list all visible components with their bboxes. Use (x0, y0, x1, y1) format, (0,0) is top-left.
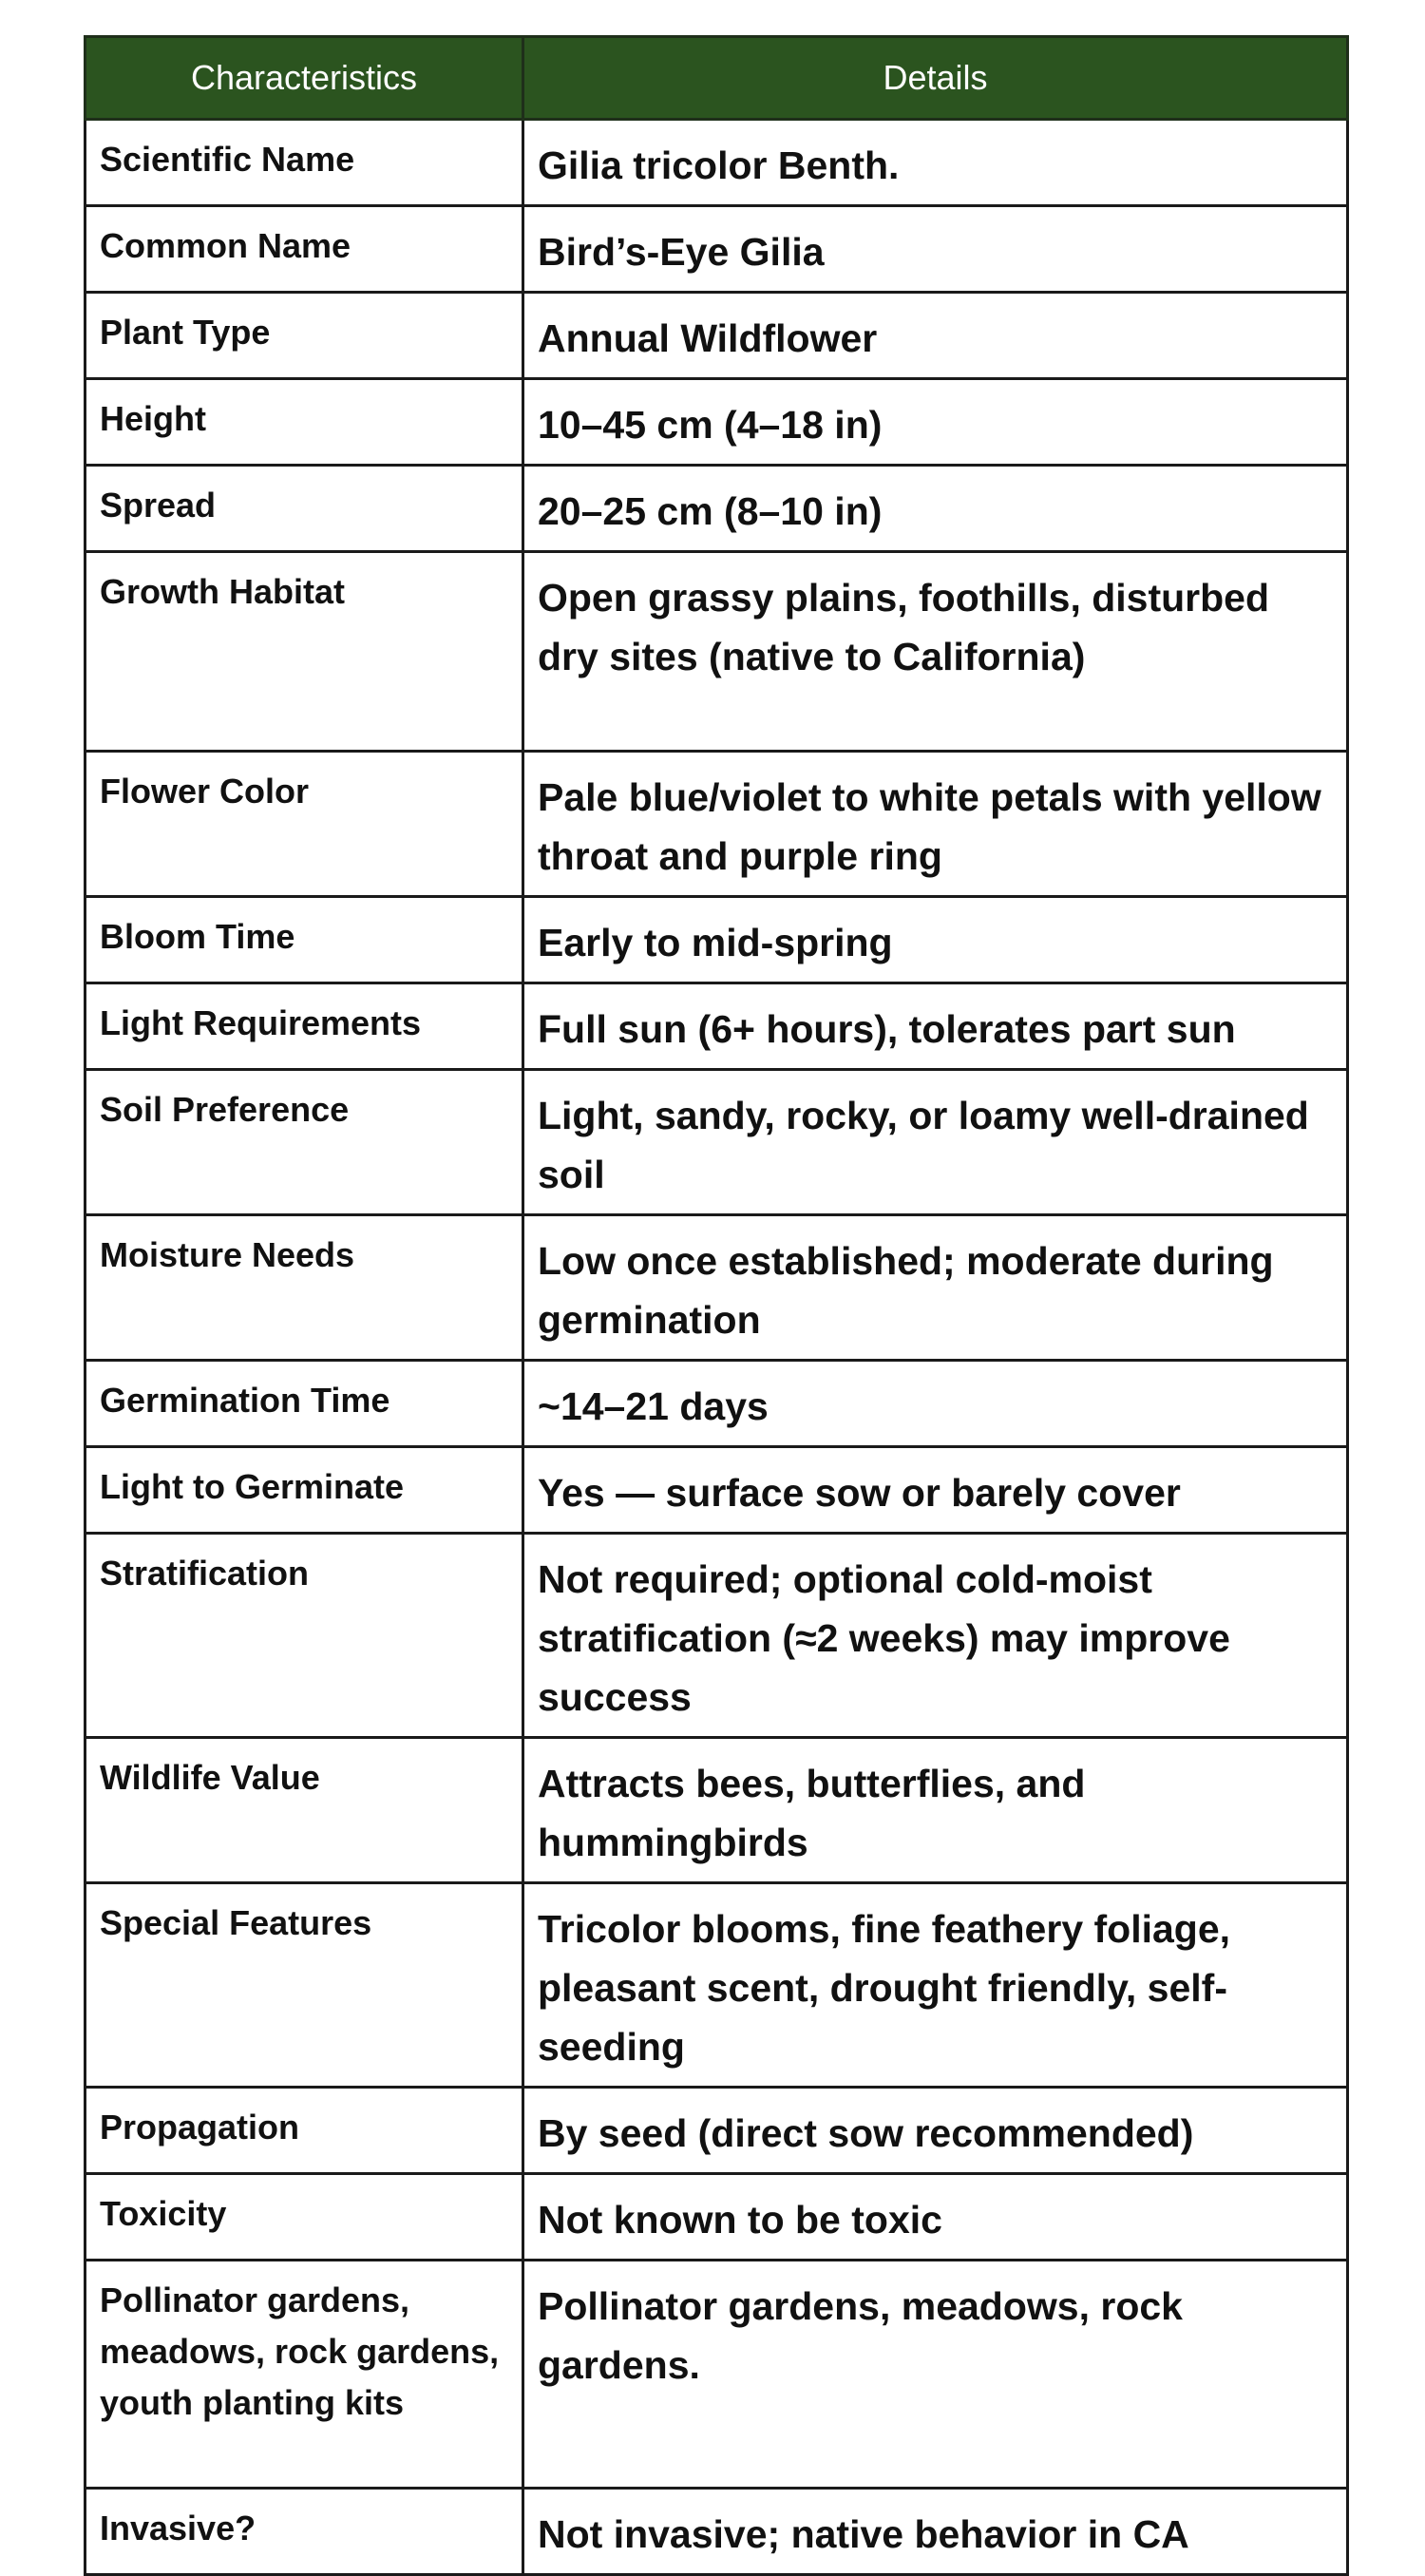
table-row (86, 2174, 1348, 2261)
plant-characteristics-table (84, 35, 1349, 2576)
characteristic-label: Special Features (86, 1883, 523, 2088)
table-header-row (86, 37, 1348, 120)
characteristic-label: Propagation (86, 2088, 523, 2174)
table-row (86, 2489, 1348, 2575)
detail-value: 10–45 cm (4–18 in) (523, 379, 1348, 466)
table-row (86, 2261, 1348, 2489)
detail-value: Not known to be toxic (523, 2174, 1348, 2261)
characteristic-label: Common Name (86, 206, 523, 293)
detail-value: By seed (direct sow recommended) (523, 2088, 1348, 2174)
characteristic-label: Germination Time (86, 1361, 523, 1447)
detail-value: Not required; optional cold-moist stratification (≈2 weeks) may improve success (523, 1534, 1348, 1738)
table-row (86, 2088, 1348, 2174)
detail-value: Pollinator gardens, meadows, rock gardens. (523, 2261, 1348, 2489)
characteristic-label: Toxicity (86, 2174, 523, 2261)
table-row (86, 120, 1348, 206)
characteristic-label: Height (86, 379, 523, 466)
detail-value: 20–25 cm (8–10 in) (523, 466, 1348, 552)
detail-value: Not invasive; native behavior in CA (523, 2489, 1348, 2575)
table-row (86, 379, 1348, 466)
characteristic-label: Light Requirements (86, 983, 523, 1070)
characteristic-label: Soil Preference (86, 1070, 523, 1215)
table-row (86, 466, 1348, 552)
table-row (86, 1738, 1348, 1883)
characteristic-label: Pollinator gardens, meadows, rock gardens, youth planting kits (86, 2261, 523, 2489)
characteristic-label: Spread (86, 466, 523, 552)
detail-value: Annual Wildflower (523, 293, 1348, 379)
detail-value: Bird’s-Eye Gilia (523, 206, 1348, 293)
characteristic-label: Scientific Name (86, 120, 523, 206)
characteristic-label: Stratification (86, 1534, 523, 1738)
detail-value: Full sun (6+ hours), tolerates part sun (523, 983, 1348, 1070)
characteristic-label: Invasive? (86, 2489, 523, 2575)
characteristic-label: Moisture Needs (86, 1215, 523, 1361)
table-row (86, 1534, 1348, 1738)
table-row (86, 983, 1348, 1070)
table-row (86, 1361, 1348, 1447)
table-row (86, 206, 1348, 293)
detail-value: Open grassy plains, foothills, disturbed dry sites (native to California) (523, 552, 1348, 752)
table-row (86, 293, 1348, 379)
characteristic-label: Growth Habitat (86, 552, 523, 752)
detail-value: Gilia tricolor Benth. (523, 120, 1348, 206)
characteristic-label: Flower Color (86, 752, 523, 897)
characteristics-column-header: Characteristics (86, 37, 523, 120)
table-row (86, 1070, 1348, 1215)
detail-value: Low once established; moderate during germination (523, 1215, 1348, 1361)
detail-value: Light, sandy, rocky, or loamy well-drained soil (523, 1070, 1348, 1215)
table-row (86, 752, 1348, 897)
characteristic-label: Wildlife Value (86, 1738, 523, 1883)
table-row (86, 1447, 1348, 1534)
table-row (86, 1215, 1348, 1361)
characteristic-label: Light to Germinate (86, 1447, 523, 1534)
detail-value: Yes — surface sow or barely cover (523, 1447, 1348, 1534)
detail-value: Pale blue/violet to white petals with yellow throat and purple ring (523, 752, 1348, 897)
characteristic-label: Plant Type (86, 293, 523, 379)
detail-value: Tricolor blooms, fine feathery foliage, pleasant scent, drought friendly, self-seeding (523, 1883, 1348, 2088)
detail-value: ~14–21 days (523, 1361, 1348, 1447)
table-row (86, 1883, 1348, 2088)
details-column-header: Details (523, 37, 1348, 120)
table-row (86, 897, 1348, 983)
detail-value: Attracts bees, butterflies, and hummingbirds (523, 1738, 1348, 1883)
table-row (86, 552, 1348, 752)
characteristic-label: Bloom Time (86, 897, 523, 983)
detail-value: Early to mid-spring (523, 897, 1348, 983)
